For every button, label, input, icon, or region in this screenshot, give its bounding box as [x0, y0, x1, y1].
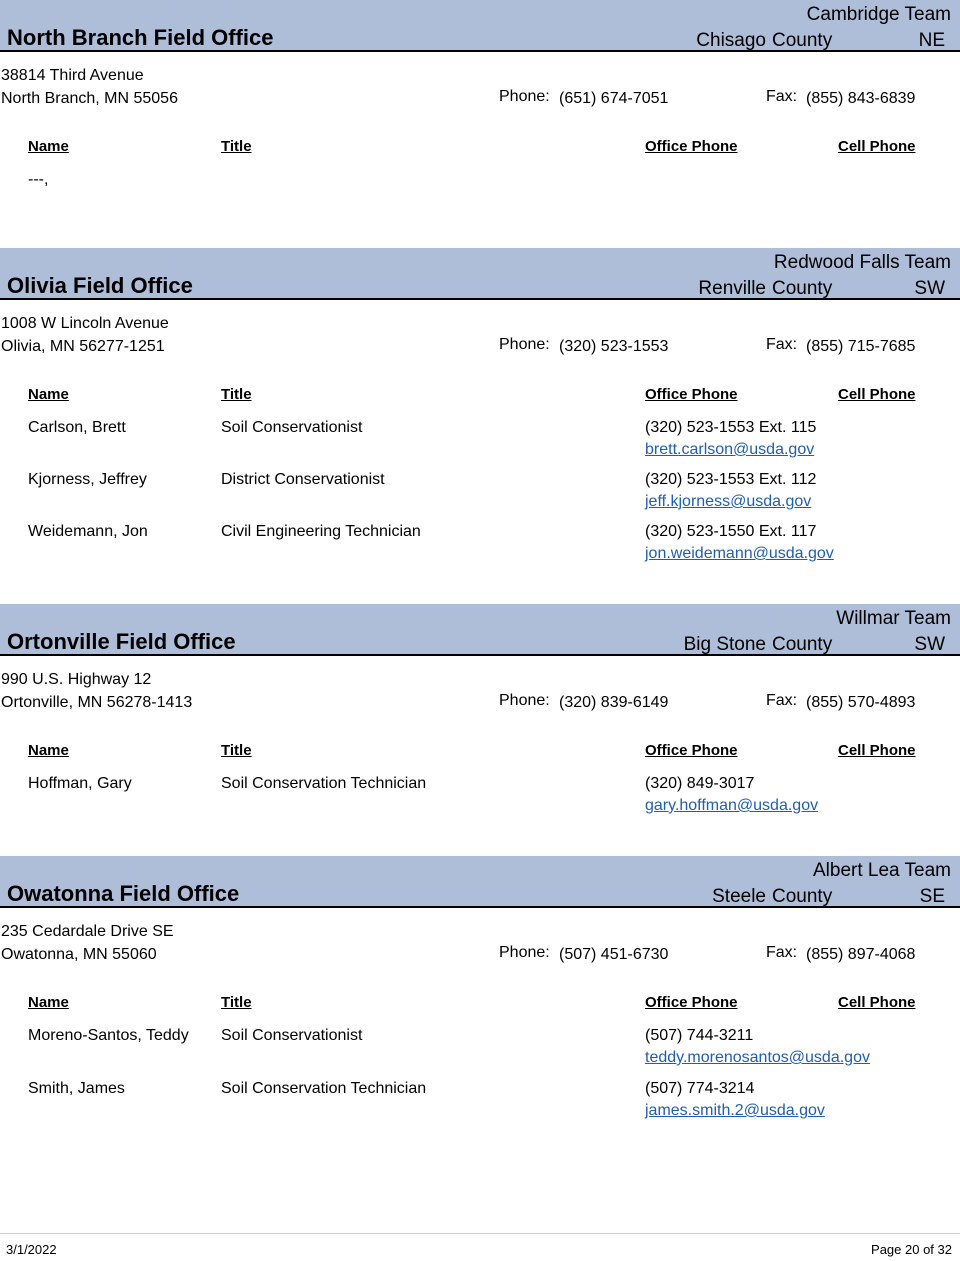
staff-row	[0, 171, 960, 223]
county-label: County	[772, 634, 833, 655]
fax-label: Fax:	[766, 692, 798, 709]
team-name: Redwood Falls Team	[773, 252, 951, 273]
staff-email-link[interactable]: teddy.morenosantos@usda.gov	[645, 1049, 870, 1066]
office-header	[0, 856, 960, 908]
staff-name: Moreno-Santos, Teddy	[28, 1027, 189, 1044]
region: NE	[918, 30, 945, 51]
column-header-office-phone: Office Phone	[645, 994, 738, 1011]
fax-label: Fax:	[766, 944, 798, 961]
staff-email-link[interactable]: gary.hoffman@usda.gov	[645, 797, 819, 814]
office-fax: (855) 897-4068	[806, 946, 916, 963]
fax-label: Fax:	[766, 336, 798, 353]
staff-email-link[interactable]: jon.weidemann@usda.gov	[645, 545, 834, 562]
staff-office-phone: (320) 849-3017	[645, 775, 755, 792]
column-header-title: Title	[221, 994, 252, 1011]
phone-label: Phone:	[499, 88, 550, 105]
office-name: Owatonna Field Office	[7, 881, 240, 906]
phone-label: Phone:	[499, 692, 550, 709]
office-header	[0, 248, 960, 300]
staff-office-phone: (320) 523-1553 Ext. 115	[645, 419, 817, 436]
staff-email-link[interactable]: brett.carlson@usda.gov	[645, 441, 815, 458]
staff-office-phone: (507) 744-3211	[645, 1027, 754, 1044]
column-header-cell-phone: Cell Phone	[838, 994, 916, 1011]
staff-row	[0, 523, 960, 575]
region: SE	[919, 886, 945, 907]
column-header-name: Name	[28, 742, 69, 759]
address-line-2: Olivia, MN 56277-1251	[1, 338, 165, 355]
staff-email-link[interactable]: james.smith.2@usda.gov	[645, 1102, 825, 1119]
column-header-office-phone: Office Phone	[645, 386, 738, 403]
county-name: Big Stone	[683, 634, 766, 655]
staff-name: Hoffman, Gary	[28, 775, 132, 792]
region: SW	[914, 634, 945, 655]
staff-row	[0, 1080, 960, 1132]
column-header-name: Name	[28, 386, 69, 403]
column-header-cell-phone: Cell Phone	[838, 742, 916, 759]
office-fax: (855) 715-7685	[806, 338, 916, 355]
column-header-cell-phone: Cell Phone	[838, 386, 916, 403]
phone-label: Phone:	[499, 336, 550, 353]
column-header-office-phone: Office Phone	[645, 742, 738, 759]
fax-label: Fax:	[766, 88, 798, 105]
region: SW	[914, 278, 945, 299]
office-phone: (320) 523-1553	[559, 338, 669, 355]
address-line-2: Ortonville, MN 56278-1413	[1, 694, 193, 711]
address-line-1: 235 Cedardale Drive SE	[1, 923, 174, 940]
county-name: Steele	[712, 886, 766, 907]
address-line-1: 1008 W Lincoln Avenue	[1, 315, 169, 332]
staff-name: Weidemann, Jon	[28, 523, 148, 540]
phone-label: Phone:	[499, 944, 550, 961]
office-name: Ortonville Field Office	[7, 629, 236, 654]
column-header-title: Title	[221, 742, 252, 759]
team-name: Albert Lea Team	[812, 860, 951, 881]
staff-office-phone: (507) 774-3214	[645, 1080, 755, 1097]
address-line-2: North Branch, MN 55056	[1, 90, 178, 107]
staff-name: Carlson, Brett	[28, 419, 126, 436]
address-line-2: Owatonna, MN 55060	[1, 946, 157, 963]
staff-name: Smith, James	[28, 1080, 125, 1097]
county-name: Chisago	[696, 30, 766, 51]
staff-row	[0, 1027, 960, 1079]
staff-title: Civil Engineering Technician	[221, 523, 421, 540]
column-header-title: Title	[221, 138, 252, 155]
staff-row	[0, 471, 960, 523]
address-line-1: 990 U.S. Highway 12	[1, 671, 152, 688]
footer-date: 3/1/2022	[6, 1242, 57, 1257]
column-header-name: Name	[28, 994, 69, 1011]
column-header-name: Name	[28, 138, 69, 155]
staff-title: Soil Conservation Technician	[221, 1080, 427, 1097]
office-phone: (507) 451-6730	[559, 946, 669, 963]
staff-office-phone: (320) 523-1550 Ext. 117	[645, 523, 817, 540]
county-name: Renville	[698, 278, 766, 299]
column-header-title: Title	[221, 386, 252, 403]
staff-office-phone: (320) 523-1553 Ext. 112	[645, 471, 817, 488]
office-header	[0, 0, 960, 52]
office-phone: (320) 839-6149	[559, 694, 669, 711]
county-label: County	[772, 278, 833, 299]
county-label: County	[772, 886, 833, 907]
footer-page-number: Page 20 of 32	[871, 1242, 952, 1257]
team-name: Cambridge Team	[806, 4, 951, 25]
office-name: North Branch Field Office	[7, 25, 274, 50]
staff-email-link[interactable]: jeff.kjorness@usda.gov	[645, 493, 812, 510]
column-header-cell-phone: Cell Phone	[838, 138, 916, 155]
staff-name: ---,	[28, 171, 49, 188]
office-fax: (855) 570-4893	[806, 694, 916, 711]
office-fax: (855) 843-6839	[806, 90, 916, 107]
staff-name: Kjorness, Jeffrey	[28, 471, 147, 488]
staff-title: Soil Conservation Technician	[221, 775, 427, 792]
column-header-office-phone: Office Phone	[645, 138, 738, 155]
staff-title: District Conservationist	[221, 471, 385, 488]
staff-row	[0, 775, 960, 827]
address-line-1: 38814 Third Avenue	[1, 67, 144, 84]
county-label: County	[772, 30, 833, 51]
office-name: Olivia Field Office	[7, 273, 193, 298]
team-name: Willmar Team	[836, 608, 951, 629]
staff-title: Soil Conservationist	[221, 1027, 363, 1044]
footer-divider	[0, 1233, 960, 1234]
office-header	[0, 604, 960, 656]
staff-title: Soil Conservationist	[221, 419, 363, 436]
staff-row	[0, 419, 960, 471]
office-phone: (651) 674-7051	[559, 90, 669, 107]
